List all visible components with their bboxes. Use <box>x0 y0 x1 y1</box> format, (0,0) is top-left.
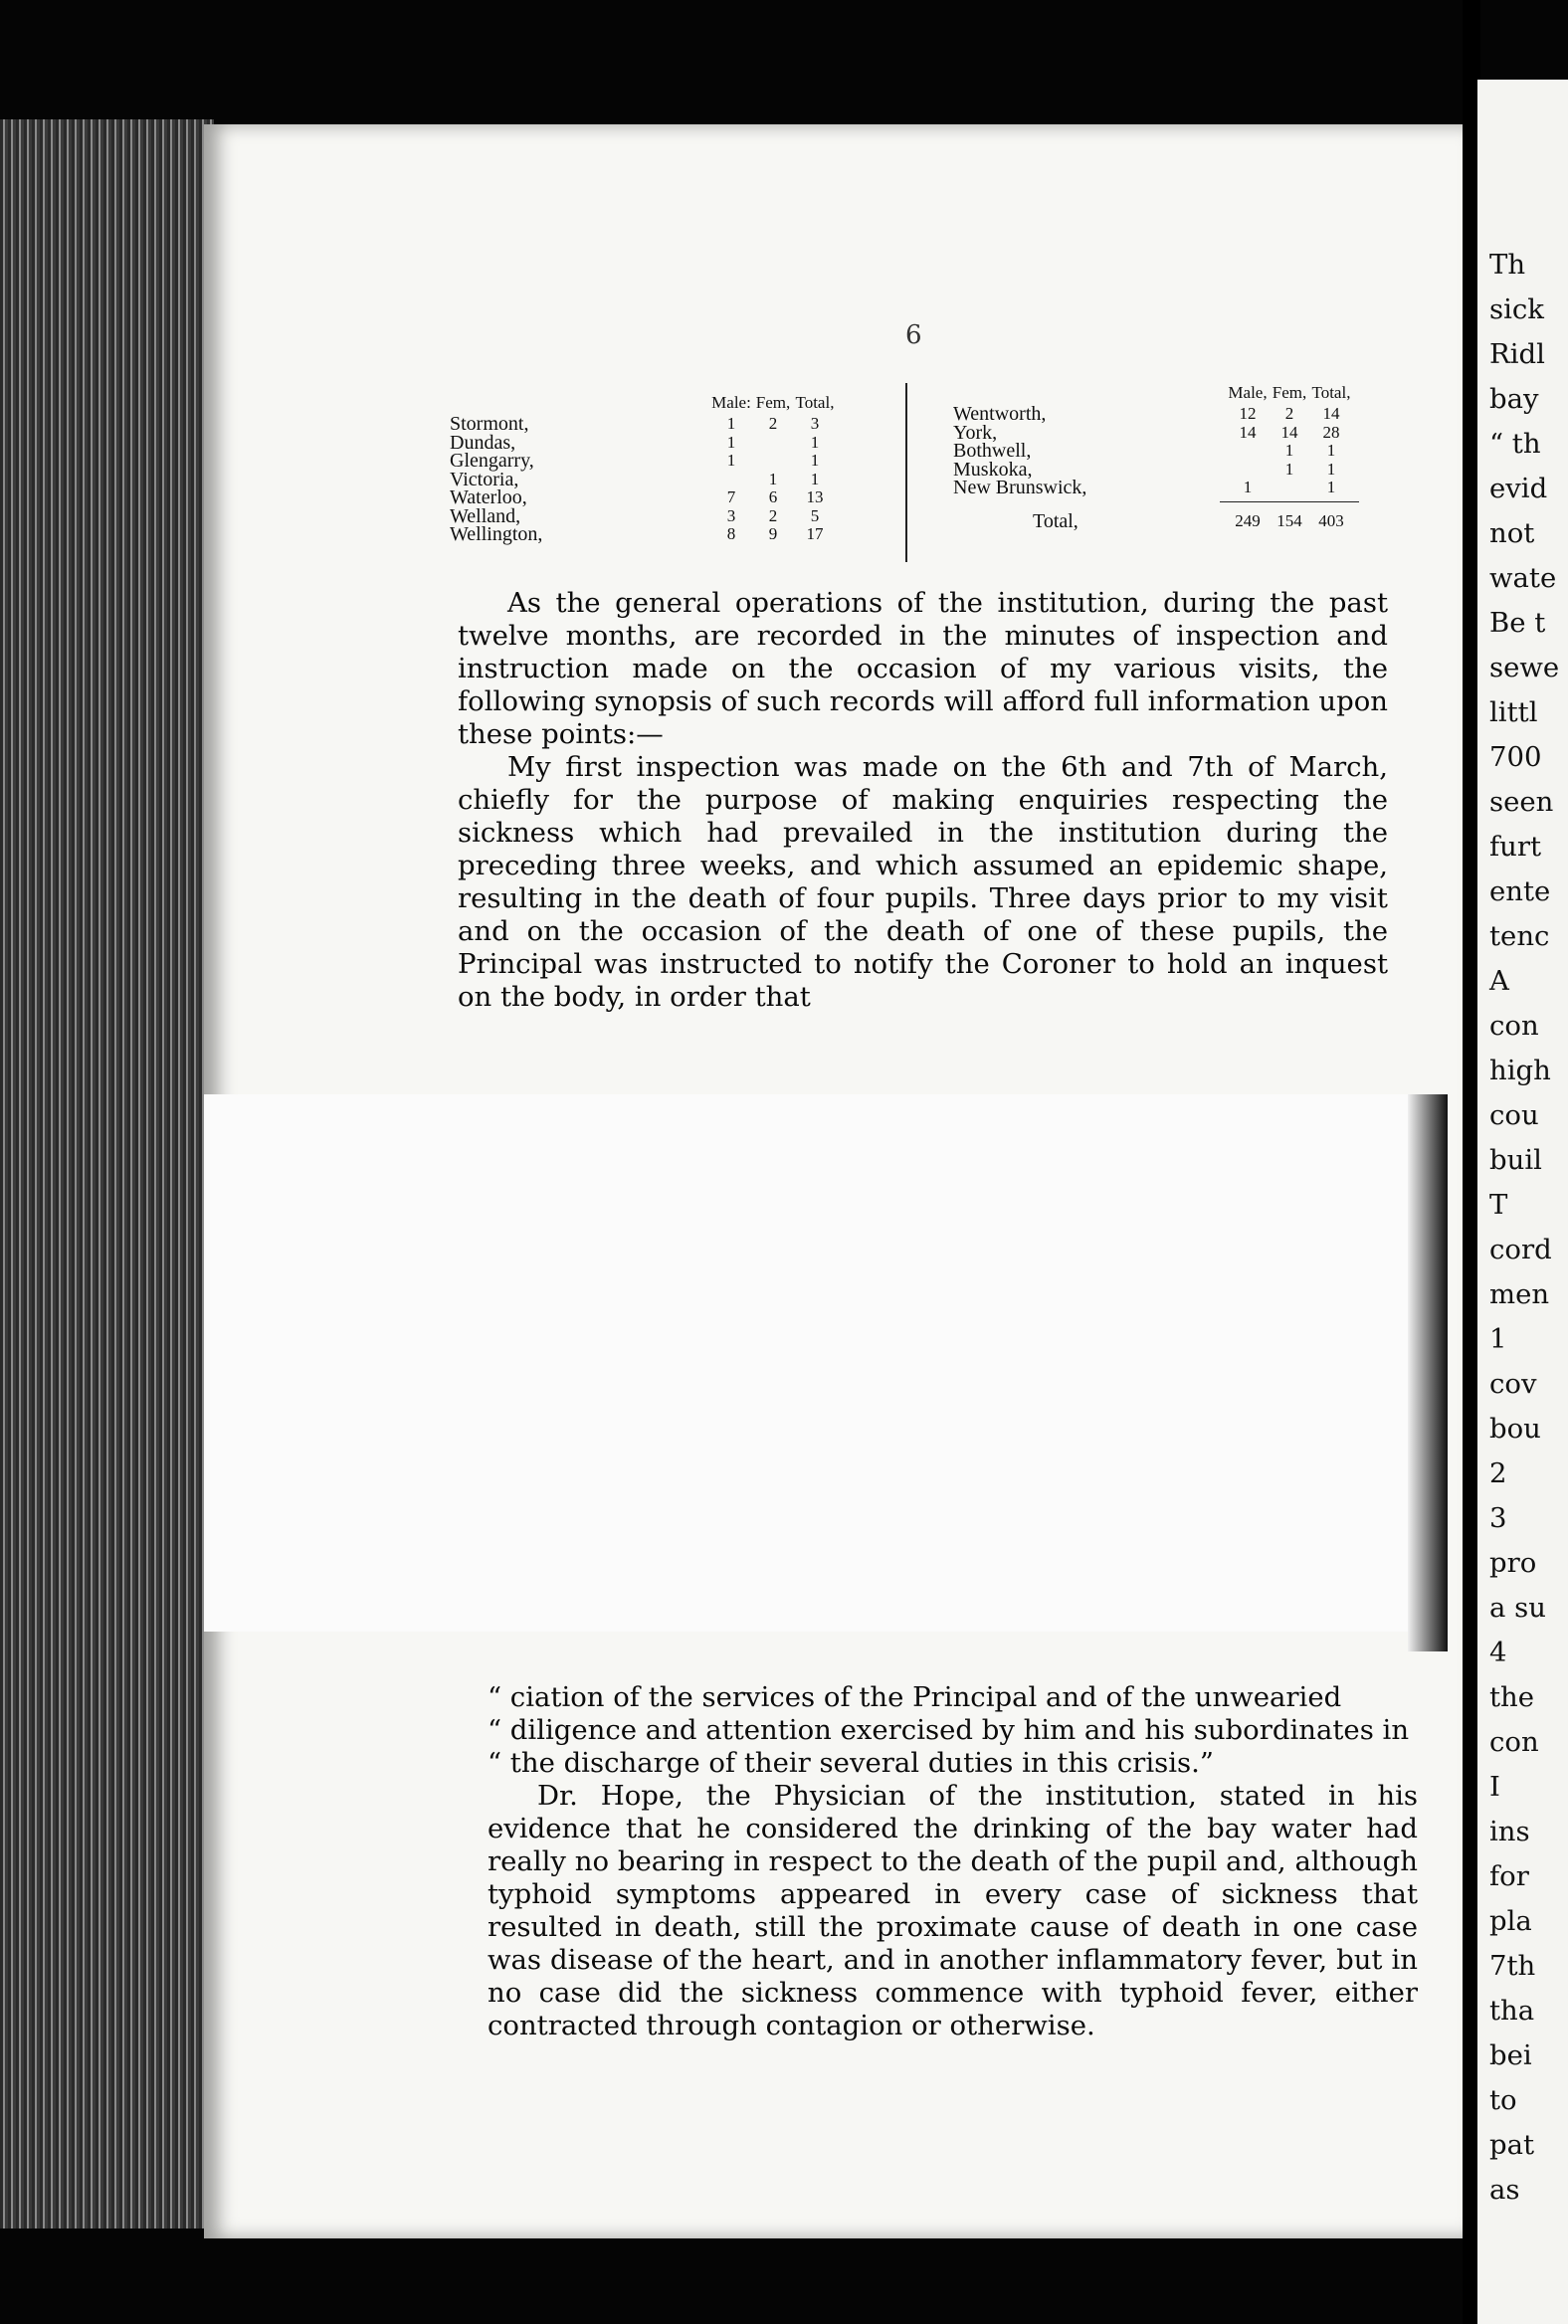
cell-name: York, <box>953 421 998 444</box>
facing-page-fragment: tha <box>1489 1995 1535 2027</box>
facing-page-fragment: to <box>1489 2084 1517 2116</box>
quote-line: “ diligence and attention exercised by him and his subordinates in <box>488 1714 1410 1746</box>
paragraph: My first inspection was made on the 6th and 7th of March, chiefly for the purpose of making enquiries respecting the sickness which had prevailed in the institution during the preceding three weeks, and which assumed an epidemic shape, resulting in the death of four pupils. Three days prior to my visit and on the occasion of the death of one of these pupils, the Principal was instructed to notify the Coroner to hold an inquest on the body, in order that <box>458 751 1388 1013</box>
facing-page-fragment: the <box>1489 1681 1535 1713</box>
cell-total: 1 <box>1326 478 1336 496</box>
facing-page-fragment: wate <box>1489 562 1557 594</box>
paragraph: As the general operations of the institution, during the past twelve months, are recorded in the minutes of inspection and instruction made on the occasion of my various visits, the following synopsis of such records will afford full information upon these points:— <box>458 587 1388 750</box>
facing-page-fragment: cov <box>1489 1368 1537 1400</box>
cell-fem: 14 <box>1280 422 1298 442</box>
cell-fem: 2 <box>768 414 778 433</box>
facing-page-fragment: bei <box>1489 2039 1532 2071</box>
facing-page-fragment: bay <box>1489 383 1539 415</box>
cell-name: Waterloo, <box>450 486 527 508</box>
facing-page-fragment: seen <box>1489 786 1554 818</box>
cell-male <box>1227 461 1269 480</box>
cell-fem <box>1269 479 1310 497</box>
cell-male: 8 <box>726 524 736 543</box>
body-text-top <box>458 587 1388 1014</box>
cell-male: 12 <box>1239 404 1257 423</box>
facing-page-fragment: buil <box>1489 1144 1542 1176</box>
facing-page-fragment: not <box>1489 517 1535 549</box>
facing-page-fragment: sick <box>1489 293 1544 325</box>
facing-page-fragment: 4 <box>1489 1637 1507 1668</box>
facing-page-fragment: con <box>1489 1726 1539 1758</box>
cell-total: 1 <box>810 432 820 452</box>
page-fold-gap <box>204 1094 1438 1632</box>
cell-fem <box>752 434 794 453</box>
cell-name: Muskoka, <box>953 458 1033 481</box>
paragraph: Dr. Hope, the Physician of the institution, stated in his evidence that he considered the drinking of the bay water had really no bearing in respect to the death of the pupil and, although typhoid symptoms appeared in every case of sickness that resulted in death, still the proximate cause of death in one case was disease of the heart, and in another inflammatory fever, but in no case did the sickness commence with typhoid fever, either contracted through contagion or otherwise. <box>488 1780 1418 2041</box>
facing-page-fragment: “ th <box>1489 428 1541 460</box>
cell-total: 17 <box>806 524 824 543</box>
quote-line: “ ciation of the services of the Principal and of the unwearied <box>488 1681 1342 1713</box>
table-row <box>953 442 1391 461</box>
cell-male: 3 <box>726 505 736 525</box>
facing-page-fragment: 700 <box>1489 741 1542 773</box>
facing-page-fragment: 7th <box>1489 1950 1536 1982</box>
cell-fem: 2 <box>1284 404 1294 423</box>
cell-total: 14 <box>1322 404 1340 423</box>
facing-page-fragment: I <box>1489 1771 1500 1803</box>
facing-page-fragment: sewe <box>1489 652 1560 683</box>
facing-page-edge <box>1477 80 1568 2324</box>
facing-page-fragment: a su <box>1489 1592 1546 1624</box>
cell-name: Dundas, <box>450 431 516 454</box>
facing-page-fragment: Th <box>1489 249 1526 281</box>
total-rule <box>1220 501 1359 502</box>
facing-page-fragment: 2 <box>1489 1457 1507 1489</box>
facing-page-fragment: ins <box>1489 1816 1530 1847</box>
cell-total: 1 <box>1326 441 1336 460</box>
table-row <box>450 415 887 434</box>
header-male: Male: <box>711 393 751 412</box>
book-page-edges <box>0 119 214 2228</box>
table-row <box>450 452 887 471</box>
facing-page-fragment: furt <box>1489 831 1542 863</box>
cell-name: Glengarry, <box>450 450 534 472</box>
header-total: Total, <box>795 393 835 412</box>
facing-page-fragment: ente <box>1489 875 1551 907</box>
fold-shadow <box>1408 1094 1448 1651</box>
facing-page-fragment: men <box>1489 1278 1550 1310</box>
facing-page-fragment: con <box>1489 1010 1539 1042</box>
cell-fem: 6 <box>768 487 778 506</box>
table-row <box>450 525 887 544</box>
cell-name: Victoria, <box>450 468 519 490</box>
facing-page-fragment: high <box>1489 1055 1551 1086</box>
quote-line: “ the discharge of their several duties in this crisis.” <box>488 1747 1214 1779</box>
facing-page-fragment: cord <box>1489 1234 1552 1265</box>
cell-male: 14 <box>1239 422 1257 442</box>
cell-male: 1 <box>726 432 736 452</box>
header-total: Total, <box>1311 383 1351 402</box>
cell-fem: 2 <box>768 505 778 525</box>
table-row <box>450 488 887 507</box>
table-divider <box>905 383 907 562</box>
cell-fem: 1 <box>1284 441 1294 460</box>
cell-total: 28 <box>1322 422 1340 442</box>
header-fem: Fem, <box>1272 383 1307 402</box>
cell-fem: 9 <box>768 524 778 543</box>
cell-male: 1 <box>726 414 736 433</box>
cell-name: New Brunswick, <box>953 477 1087 498</box>
county-table-right <box>953 383 1391 530</box>
cell-total: 5 <box>810 505 820 525</box>
facing-page-fragment: pro <box>1489 1547 1537 1579</box>
cell-fem: 1 <box>1284 459 1294 479</box>
cell-name: Wentworth, <box>953 403 1047 425</box>
cell-total: 1 <box>1326 459 1336 479</box>
cell-total: 1 <box>810 451 820 470</box>
header-male: Male, <box>1228 383 1268 402</box>
body-text-bottom <box>488 1681 1418 2042</box>
facing-page-fragment: 1 <box>1489 1323 1507 1355</box>
county-table-left <box>450 393 887 544</box>
facing-page-fragment: for <box>1489 1860 1529 1892</box>
facing-page-fragment: A <box>1489 965 1509 997</box>
table-row <box>953 479 1391 497</box>
cell-name: Bothwell, <box>953 440 1032 462</box>
cell-fem: 1 <box>768 469 778 488</box>
facing-page-fragment: bou <box>1489 1413 1541 1445</box>
facing-page-fragment: tenc <box>1489 920 1550 952</box>
facing-page-fragment: T <box>1489 1189 1508 1221</box>
cell-name: Wellington, <box>450 523 543 545</box>
header-fem: Fem, <box>755 393 791 412</box>
facing-page-fragment: pla <box>1489 1905 1532 1937</box>
facing-page-fragment: pat <box>1489 2129 1535 2161</box>
cell-name: Welland, <box>450 504 521 527</box>
page-number: 6 <box>905 320 922 350</box>
facing-page-fragment: littl <box>1489 696 1538 728</box>
cell-name: Stormont, <box>450 413 529 435</box>
cell-male <box>1227 442 1269 461</box>
table-row <box>953 405 1391 424</box>
cell-male <box>710 471 752 489</box>
table-header <box>450 393 887 413</box>
facing-page-fragment: evid <box>1489 473 1548 504</box>
facing-page-fragment: Ridl <box>1489 338 1545 370</box>
cell-male: 7 <box>726 487 736 506</box>
facing-page-fragment: as <box>1489 2174 1520 2206</box>
cell-total: 3 <box>810 414 820 433</box>
facing-page-fragment: 3 <box>1489 1502 1507 1534</box>
cell-male: 1 <box>726 451 736 470</box>
cell-male: 1 <box>1243 478 1253 496</box>
table-header <box>953 383 1391 403</box>
table-total-row: Total, 249 154 403 <box>1033 509 1344 532</box>
facing-page-fragment: Be t <box>1489 607 1546 639</box>
cell-total: 13 <box>806 487 824 506</box>
facing-page-fragment: cou <box>1489 1099 1539 1131</box>
cell-fem <box>752 452 794 471</box>
cell-total: 1 <box>810 469 820 488</box>
